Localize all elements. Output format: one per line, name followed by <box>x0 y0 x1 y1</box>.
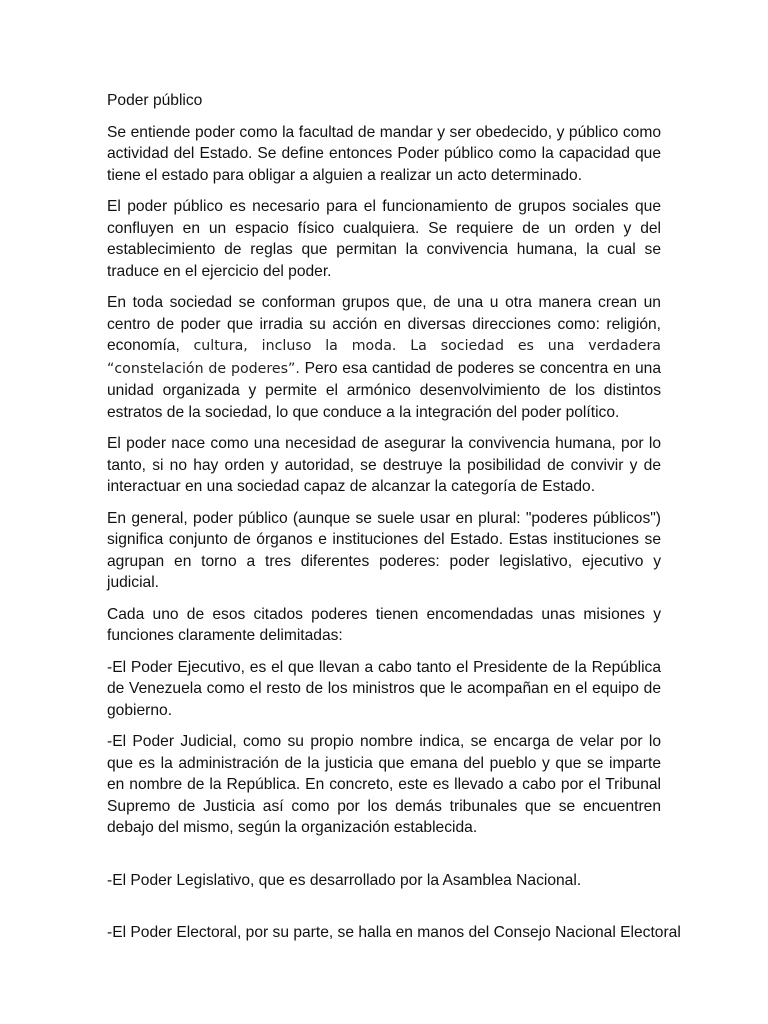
paragraph-necessity: El poder público es necesario para el funcionamiento de grupos sociales que confluyen en un espacio físico cualquiera. Se requiere de un orden y del establecimiento de reglas que permitan la convivencia humana, la cual se traduce en el ejercicio del poder. <box>107 198 661 280</box>
paragraph-general-definition: En general, poder público (aunque se suele usar en plural: "poderes públicos") significa conjunto de órganos e instituciones del Estado. Estas instituciones se agrupan en torno a tres diferentes poderes: poder legislativo, ejecutivo y judicial. <box>107 509 661 591</box>
spacer <box>107 901 661 922</box>
paragraph-missions: Cada uno de esos citados poderes tienen encomendadas unas misiones y funciones claramente delimitadas: <box>107 605 661 644</box>
paragraph-electoral-power: -El Poder Electoral, por su parte, se halla en manos del Consejo Nacional Electoral <box>107 924 681 941</box>
paragraph-society-groups-part3: Pero esa cantidad de poderes se concentra en una unidad organizada y permite el armónico desenvolvimiento de los distintos estratos de la sociedad, lo que conduce a la integración del poder político. <box>107 359 662 421</box>
paragraph-executive-power: -El Poder Ejecutivo, es el que llevan a cabo tanto el Presidente de la República de Venezuela como el resto de los ministros que le acompañan en el equipo de gobierno. <box>107 658 661 719</box>
spacer <box>107 849 661 870</box>
document-body <box>107 90 681 954</box>
paragraph-definition: Se entiende poder como la facultad de mandar y ser obedecido, y público como actividad del Estado. Se define entonces Poder público como la capacidad que tiene el estado para obligar a alguien a realizar un acto determinado. <box>107 123 661 184</box>
paragraph-origin-of-power: El poder nace como una necesidad de asegurar la convivencia humana, por lo tanto, si no hay orden y autoridad, se destruye la posibilidad de convivir y de interactuar en una sociedad capaz de alcanzar la categoría de Estado. <box>107 435 661 495</box>
paragraph-legislative-power: -El Poder Legislativo, que es desarrollado por la Asamblea Nacional. <box>107 871 582 889</box>
document-title: Poder público <box>107 92 203 109</box>
paragraph-society-groups <box>107 292 661 423</box>
paragraph-society-groups-part2: cultura, incluso la moda. La sociedad es una verdadera “constelación de poderes”. <box>107 338 661 377</box>
paragraph-society-groups-part1: En toda sociedad se conforman grupos que, de una u otra manera crean un centro de poder que irradia su acción en diversas direcciones como: religión, economía, <box>107 294 661 354</box>
paragraph-judicial-power: -El Poder Judicial, como su propio nombre indica, se encarga de velar por lo que es la administración de la justicia que emana del pueblo y que se imparte en nombre de la República. En concreto, este es llevado a cabo por el Tribunal Supremo de Justicia así como por los demás tribunales que se encuentren debajo del mismo, según la organización establecida. <box>107 733 661 836</box>
